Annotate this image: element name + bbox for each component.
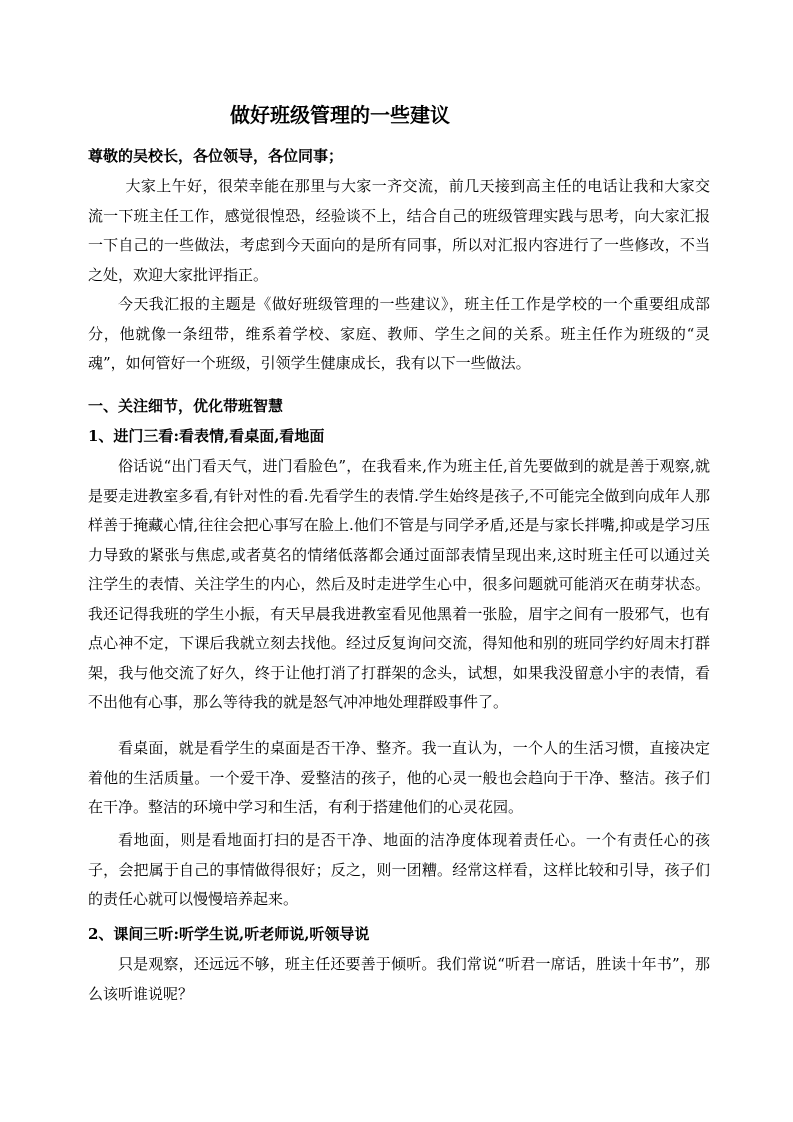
document-title: 做好班级管理的一些建议 <box>230 103 450 127</box>
subsection-heading-1: 1、进门三看:看表情,看桌面,看地面 <box>88 427 325 445</box>
paragraph-theme: 今天我汇报的主题是《做好班级管理的一些建议》，班主任工作是学校的一个重要组成部分，他就像一条纽带，维系着学校、家庭、教师、学生之间的关系。班主任作为班级的“灵魂”，如何管好一个班级，引领学生健康成长，我有以下一些做法。 <box>88 295 710 372</box>
salutation: 尊敬的吴校长，各位领导，各位同事； <box>88 147 344 165</box>
paragraph-observe-desk: 看桌面，就是看学生的桌面是否干净、整齐。我一直认为，一个人的生活习惯，直接决定着他的生活质量。一个爱干净、爱整洁的孩子，他的心灵一般也会趋向于干净、整洁。孩子们在干净。整洁的环境中学习和生活，有利于搭建他们的心灵花园。 <box>88 739 710 816</box>
paragraph-observe-expression: 俗话说“出门看天气，进门看脸色”，在我看来,作为班主任,首先要做到的就是善于观察,就是要走进教室多看,有针对性的看.先看学生的表情.学生始终是孩子,不可能完全做到向成年人那样善于掩藏心情,往往会把心事写在脸上.他们不管是与同学矛盾,还是与家长拌嘴,抑或是学习压力导致的紧张与焦虑,或者莫名的情绪低落都会通过面部表情呈现出来,这时班主任可以通过关注学生的表情、关注学生的内心，然后及时走进学生心中，很多问题就可能消灭在萌芽状态。我还记得我班的学生小振，有天早晨我进教室看见他黑着一张脸，眉宇之间有一股邪气，也有点心神不定，下课后我就立刻去找他。经过反复询问交流，得知他和别的班同学约好周末打群架，我与他交流了好久，终于让他打消了打群架的念头，试想，如果我没留意小宇的表情，看不出他有心事，那么等待我的就是怒气冲冲地处理群殴事件了。 <box>88 457 710 711</box>
paragraph-listen: 只是观察，还远远不够，班主任还要善于倾听。我们常说“听君一席话，胜读十年书”，那么该听谁说呢？ <box>88 955 710 1003</box>
section-heading-1: 一、关注细节，优化带班智慧 <box>88 397 284 415</box>
paragraph-opening: 大家上午好，很荣幸能在那里与大家一齐交流，前几天接到高主任的电话让我和大家交流一下班主任工作，感觉很惶恐，经验谈不上，结合自己的班级管理实践与思考，向大家汇报一下自己的一些做法，考虑到今天面向的是所有同事，所以对汇报内容进行了一些修改，不当之处，欢迎大家批评指正。 <box>88 177 710 284</box>
paragraph-observe-floor: 看地面，则是看地面打扫的是否干净、地面的洁净度体现着责任心。一个有责任心的孩子，会把属于自己的事情做得很好；反之，则一团糟。经常这样看，这样比较和引导，孩子们的责任心就可以慢慢培养起来。 <box>88 831 710 908</box>
subsection-heading-2: 2、课间三听:听学生说,听老师说,听领导说 <box>88 925 370 943</box>
